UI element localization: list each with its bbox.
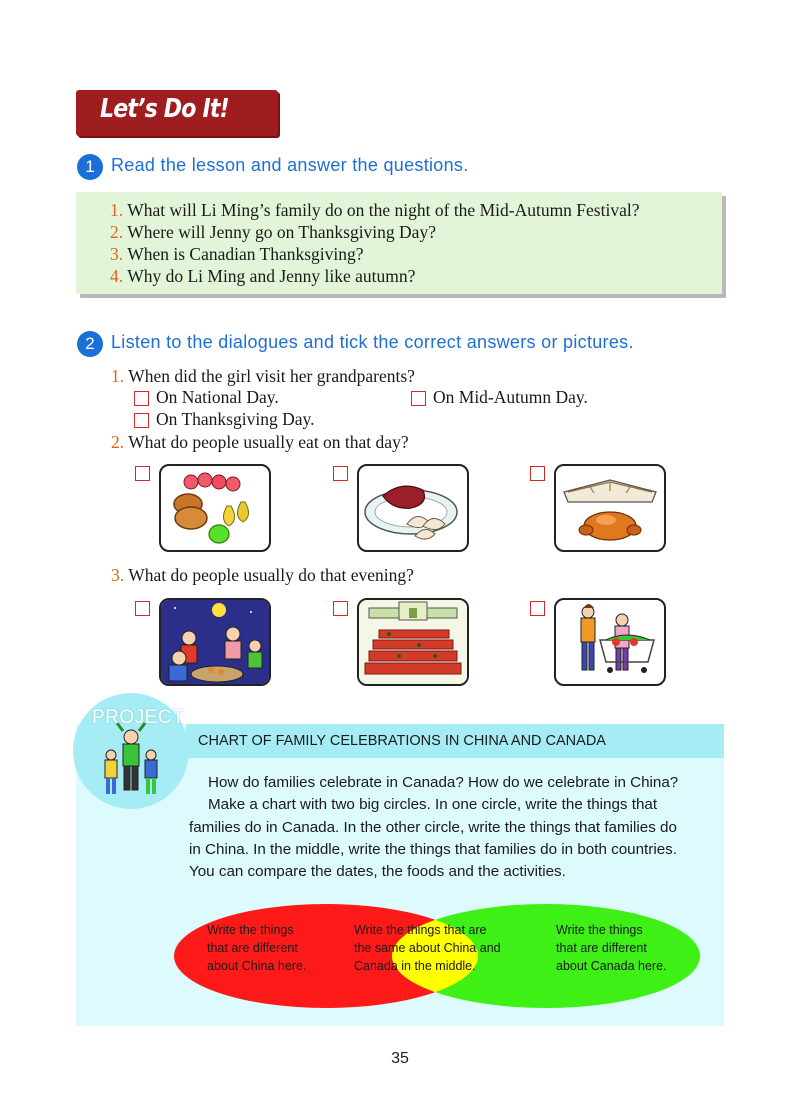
listen-question-2: 2. What do people usually eat on that day? — [111, 432, 409, 452]
option-checkbox[interactable] — [411, 391, 426, 406]
meat-dumplings-picture — [357, 464, 469, 552]
project-paragraph-line: How do families celebrate in Canada? How do we celebrate in China? — [208, 774, 679, 791]
picture-checkbox[interactable] — [135, 601, 150, 616]
great-wall-picture — [357, 598, 469, 686]
listen-question-1: 1. When did the girl visit her grandparents? — [111, 366, 415, 386]
venn-left-text: Write the things that are different about China here. — [207, 923, 307, 973]
pie-turkey-picture — [554, 464, 666, 552]
picture-checkbox[interactable] — [333, 601, 348, 616]
section-2-number: 2 — [77, 331, 103, 357]
picture-checkbox[interactable] — [530, 601, 545, 616]
project-label: PROJECT — [92, 707, 185, 728]
listen-question-3: 3. What do people usually do that evening? — [111, 565, 414, 585]
option-checkbox[interactable] — [134, 413, 149, 428]
venn-right-text: Write the things that are different about Canada here. — [556, 923, 667, 973]
page-number: 35 — [391, 1050, 409, 1067]
banner-title: Let’s Do It! — [100, 94, 229, 124]
picture-checkbox[interactable] — [135, 466, 150, 481]
picture-checkbox[interactable] — [333, 466, 348, 481]
picture-checkbox[interactable] — [530, 466, 545, 481]
question-item: 2. Where will Jenny go on Thanksgiving Day? — [110, 222, 436, 242]
venn-middle-text: Write the things that are the same about China and Canada in the middle. — [354, 923, 501, 973]
option-national-day: On National Day. — [156, 387, 279, 407]
project-paragraph-line: You can compare the dates, the foods and the activities. — [189, 863, 566, 880]
moon-watching-picture — [159, 598, 271, 686]
option-checkbox[interactable] — [134, 391, 149, 406]
question-item: 1. What will Li Ming’s family do on the night of the Mid-Autumn Festival? — [110, 200, 640, 220]
section-1-title: Read the lesson and answer the questions. — [111, 155, 469, 175]
project-paragraph-line: in China. In the middle, write the things that families do in both countries. — [189, 841, 677, 858]
project-paragraph-line: families do in Canada. In the other circle, write the things that families do — [189, 819, 677, 836]
question-item: 3. When is Canadian Thanksgiving? — [110, 244, 364, 264]
option-thanksgiving-day: On Thanksgiving Day. — [156, 409, 315, 429]
lets-do-it-banner — [76, 90, 278, 136]
question-item: 4. Why do Li Ming and Jenny like autumn? — [110, 266, 416, 286]
project-heading: CHART OF FAMILY CELEBRATIONS IN CHINA AND CANADA — [198, 733, 606, 749]
section-2-title: Listen to the dialogues and tick the correct answers or pictures. — [111, 332, 634, 352]
section-1-number: 1 — [77, 154, 103, 180]
mooncakes-fruit-picture — [159, 464, 271, 552]
option-mid-autumn-day: On Mid-Autumn Day. — [433, 387, 588, 407]
questions-box — [76, 192, 722, 294]
shopping-cart-picture — [554, 598, 666, 686]
project-heading-bar — [186, 724, 724, 758]
project-paragraph-line: Make a chart with two big circles. In one circle, write the things that — [208, 796, 658, 813]
